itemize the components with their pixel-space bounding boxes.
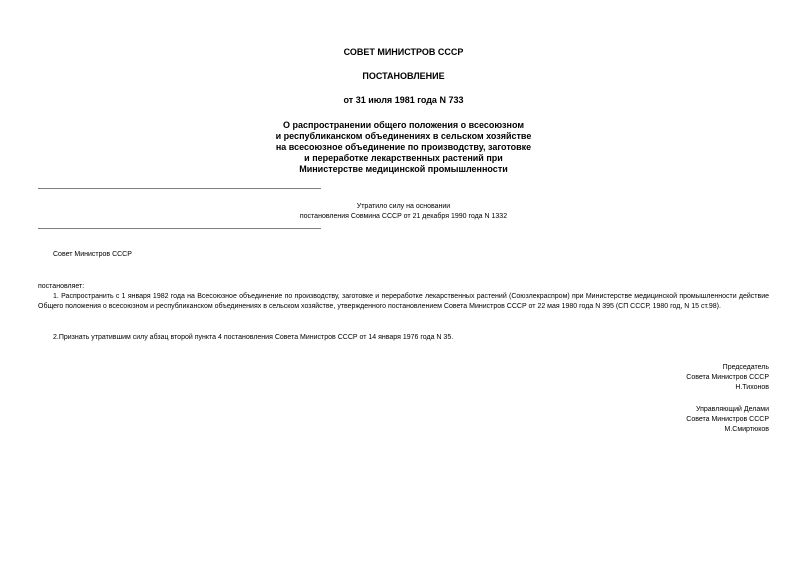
resolves-text: постановляет: [38, 283, 85, 290]
title-line: и переработке лекарственных растений при [304, 153, 503, 163]
signature-position: Совета Министров СССР [686, 374, 769, 381]
divider-top [38, 188, 321, 189]
status-note-line1: Утратило силу на основании [356, 203, 451, 210]
signature-position: Управляющий Делами [695, 406, 769, 413]
issuer-text: Совет Министров СССР [53, 251, 132, 258]
issuing-body: СОВЕТ МИНИСТРОВ СССР [343, 47, 464, 57]
signature-position: Председатель [722, 364, 769, 371]
title-line: на всесоюзное объединение по производству, заготовке [275, 142, 532, 152]
signature-block-administrator [686, 405, 769, 435]
document-title [0, 120, 807, 175]
signature-name: М.Смиртюков [724, 426, 769, 433]
paragraph-item-1: 1. Распространить с 1 января 1982 года на Всесоюзное объединение по производству, заготовке и переработке лекарственных растений (Союзлекраспром) при Министерстве медицинской промышленности действие Общего положения о всесоюзном и республиканском объединениях в сельском хозяйстве, утвержденного постановлением Совета Министров СССР от 22 мая 1980 года N 395 (СП СССР, 1980 год, N 15 ст.98). [38, 293, 769, 310]
signature-block-chairman [686, 363, 769, 393]
document-date-number: от 31 июля 1981 года N 733 [343, 95, 464, 105]
title-line: О распространении общего положения о всесоюзном [283, 120, 524, 130]
divider-bottom [38, 228, 321, 229]
status-note-line2: постановления Совмина СССР от 21 декабря 1990 года N 1332 [299, 213, 508, 220]
paragraph-item-2: 2.Признать утратившим силу абзац второй пункта 4 постановления Совета Министров СССР от 14 января 1976 года N 35. [53, 334, 454, 341]
title-line: Министерстве медицинской промышленности [299, 164, 508, 174]
document-type: ПОСТАНОВЛЕНИЕ [362, 71, 445, 81]
title-line: и республиканском объединениях в сельском хозяйстве [275, 131, 532, 141]
signature-name: Н.Тихонов [735, 384, 769, 391]
signature-position: Совета Министров СССР [686, 416, 769, 423]
